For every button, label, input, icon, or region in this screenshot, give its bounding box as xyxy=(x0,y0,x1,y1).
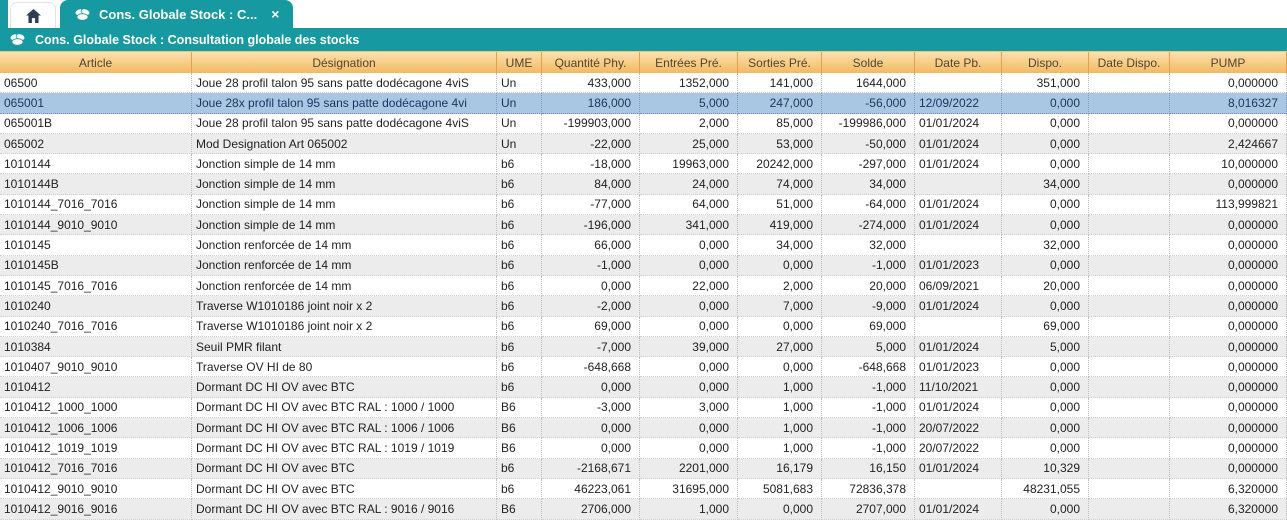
cell-date_pb[interactable] xyxy=(915,317,1002,337)
table-row[interactable] xyxy=(0,296,1287,316)
cell-designation[interactable]: Dormant DC HI OV avec BTC xyxy=(192,377,497,397)
cell-pump[interactable]: 0,000000 xyxy=(1170,114,1287,134)
cell-solde[interactable]: -648,668 xyxy=(822,357,915,377)
cell-entrees_pre[interactable]: 0,000 xyxy=(640,235,738,255)
cell-designation[interactable]: Jonction renforcée de 14 mm xyxy=(192,235,497,255)
cell-solde[interactable]: 1644,000 xyxy=(822,73,915,93)
cell-entrees_pre[interactable]: 22,000 xyxy=(640,276,738,296)
cell-solde[interactable]: -199986,000 xyxy=(822,114,915,134)
cell-quantite_phy[interactable]: 66,000 xyxy=(542,235,640,255)
column-header-designation[interactable]: Désignation xyxy=(192,52,497,73)
cell-sorties_pre[interactable]: 34,000 xyxy=(738,235,822,255)
table-row[interactable] xyxy=(0,174,1287,194)
cell-solde[interactable]: 32,000 xyxy=(822,235,915,255)
cell-entrees_pre[interactable]: 0,000 xyxy=(640,418,738,438)
table-body xyxy=(0,73,1287,520)
cell-sorties_pre[interactable]: 1,000 xyxy=(738,377,822,397)
cell-solde[interactable]: 34,000 xyxy=(822,174,915,194)
cell-dispo[interactable]: 0,000 xyxy=(1002,438,1089,458)
cell-date_pb[interactable]: 11/10/2021 xyxy=(915,377,1002,397)
cell-sorties_pre[interactable]: 27,000 xyxy=(738,337,822,357)
cell-pump[interactable]: 0,000000 xyxy=(1170,174,1287,194)
cell-entrees_pre[interactable]: 0,000 xyxy=(640,296,738,316)
cell-date_dispo[interactable] xyxy=(1089,114,1170,134)
cell-ume[interactable]: b6 xyxy=(497,256,542,276)
cell-article[interactable]: 1010145_7016_7016 xyxy=(0,276,192,296)
cell-dispo[interactable]: 0,000 xyxy=(1002,154,1089,174)
cell-designation[interactable]: Traverse W1010186 joint noir x 2 xyxy=(192,317,497,337)
title-bar xyxy=(0,28,1287,51)
cell-article[interactable]: 1010412_1019_1019 xyxy=(0,438,192,458)
cell-ume[interactable]: B6 xyxy=(497,418,542,438)
cell-pump[interactable]: 10,000000 xyxy=(1170,154,1287,174)
table-row[interactable] xyxy=(0,235,1287,255)
cell-dispo[interactable]: 0,000 xyxy=(1002,195,1089,215)
cell-date_pb[interactable]: 01/01/2024 xyxy=(915,398,1002,418)
cell-dispo[interactable]: 0,000 xyxy=(1002,256,1089,276)
cell-entrees_pre[interactable]: 25,000 xyxy=(640,134,738,154)
cell-designation[interactable]: Joue 28 profil talon 95 sans patte dodécagone 4viS xyxy=(192,73,497,93)
cell-date_dispo[interactable] xyxy=(1089,174,1170,194)
cell-pump[interactable]: 0,000000 xyxy=(1170,377,1287,397)
cell-ume[interactable]: Un xyxy=(497,93,542,113)
cell-article[interactable]: 1010145B xyxy=(0,256,192,276)
cell-pump[interactable]: 0,000000 xyxy=(1170,215,1287,235)
cell-dispo[interactable]: 0,000 xyxy=(1002,357,1089,377)
cell-pump[interactable]: 113,999821 xyxy=(1170,195,1287,215)
cell-entrees_pre[interactable]: 39,000 xyxy=(640,337,738,357)
cell-sorties_pre[interactable]: 51,000 xyxy=(738,195,822,215)
column-header-entrees_pre[interactable]: Entrées Pré. xyxy=(640,52,738,73)
tab-bar xyxy=(0,0,1287,28)
cell-date_pb[interactable]: 01/01/2023 xyxy=(915,357,1002,377)
cell-ume[interactable]: Un xyxy=(497,114,542,134)
stock-icon xyxy=(74,7,91,22)
cell-quantite_phy[interactable]: -22,000 xyxy=(542,134,640,154)
cell-date_pb[interactable] xyxy=(915,479,1002,499)
cell-date_pb[interactable]: 20/07/2022 xyxy=(915,438,1002,458)
cell-date_pb[interactable]: 01/01/2024 xyxy=(915,337,1002,357)
cell-sorties_pre[interactable]: 5081,683 xyxy=(738,479,822,499)
cell-quantite_phy[interactable]: -199903,000 xyxy=(542,114,640,134)
cell-date_pb[interactable]: 01/01/2024 xyxy=(915,459,1002,479)
cell-solde[interactable]: -274,000 xyxy=(822,215,915,235)
cell-date_pb[interactable]: 01/01/2024 xyxy=(915,114,1002,134)
cell-dispo[interactable]: 0,000 xyxy=(1002,499,1089,519)
cell-pump[interactable]: 0,000000 xyxy=(1170,73,1287,93)
cell-sorties_pre[interactable]: 1,000 xyxy=(738,398,822,418)
cell-dispo[interactable]: 20,000 xyxy=(1002,276,1089,296)
cell-date_dispo[interactable] xyxy=(1089,296,1170,316)
column-header-solde[interactable]: Solde xyxy=(822,52,915,73)
table-row[interactable] xyxy=(0,114,1287,134)
cell-date_dispo[interactable] xyxy=(1089,215,1170,235)
cell-pump[interactable]: 0,000000 xyxy=(1170,438,1287,458)
column-header-article[interactable]: Article xyxy=(0,52,192,73)
cell-article[interactable]: 1010145 xyxy=(0,235,192,255)
cell-article[interactable]: 1010412_9016_9016 xyxy=(0,499,192,519)
cell-entrees_pre[interactable]: 0,000 xyxy=(640,317,738,337)
cell-dispo[interactable]: 351,000 xyxy=(1002,73,1089,93)
cell-quantite_phy[interactable]: -196,000 xyxy=(542,215,640,235)
table-row[interactable] xyxy=(0,337,1287,357)
cell-designation[interactable]: Jonction simple de 14 mm xyxy=(192,154,497,174)
cell-quantite_phy[interactable]: 0,000 xyxy=(542,438,640,458)
cell-sorties_pre[interactable]: 0,000 xyxy=(738,499,822,519)
cell-pump[interactable]: 6,320000 xyxy=(1170,479,1287,499)
cell-solde[interactable]: -1,000 xyxy=(822,438,915,458)
cell-article[interactable]: 1010412_1000_1000 xyxy=(0,398,192,418)
cell-date_pb[interactable]: 01/01/2024 xyxy=(915,134,1002,154)
cell-quantite_phy[interactable]: 0,000 xyxy=(542,377,640,397)
cell-ume[interactable]: b6 xyxy=(497,215,542,235)
cell-designation[interactable]: Jonction simple de 14 mm xyxy=(192,215,497,235)
table-row[interactable] xyxy=(0,398,1287,418)
cell-date_dispo[interactable] xyxy=(1089,418,1170,438)
cell-designation[interactable]: Jonction renforcée de 14 mm xyxy=(192,256,497,276)
window-edge xyxy=(0,0,8,28)
cell-ume[interactable]: b6 xyxy=(497,479,542,499)
cell-designation[interactable]: Dormant DC HI OV avec BTC RAL : 1000 / 1000 xyxy=(192,398,497,418)
cell-article[interactable]: 1010412 xyxy=(0,377,192,397)
cell-ume[interactable]: B6 xyxy=(497,499,542,519)
cell-date_dispo[interactable] xyxy=(1089,134,1170,154)
cell-ume[interactable]: b6 xyxy=(497,195,542,215)
table-row[interactable] xyxy=(0,438,1287,458)
cell-date_pb[interactable]: 01/01/2024 xyxy=(915,296,1002,316)
column-header-dispo[interactable]: Dispo. xyxy=(1002,52,1089,73)
cell-ume[interactable]: Un xyxy=(497,134,542,154)
cell-date_dispo[interactable] xyxy=(1089,73,1170,93)
table-row[interactable] xyxy=(0,479,1287,499)
cell-article[interactable]: 1010144B xyxy=(0,174,192,194)
cell-date_dispo[interactable] xyxy=(1089,479,1170,499)
cell-designation[interactable]: Dormant DC HI OV avec BTC xyxy=(192,459,497,479)
cell-dispo[interactable]: 0,000 xyxy=(1002,114,1089,134)
column-header-date_pb[interactable]: Date Pb. xyxy=(915,52,1002,73)
cell-solde[interactable]: -1,000 xyxy=(822,418,915,438)
cell-dispo[interactable]: 0,000 xyxy=(1002,377,1089,397)
cell-solde[interactable]: -50,000 xyxy=(822,134,915,154)
table-row-selected[interactable] xyxy=(0,93,1287,113)
stock-table xyxy=(0,51,1287,520)
cell-sorties_pre[interactable]: 53,000 xyxy=(738,134,822,154)
cell-ume[interactable]: B6 xyxy=(497,438,542,458)
cell-quantite_phy[interactable]: 0,000 xyxy=(542,418,640,438)
table-row[interactable] xyxy=(0,317,1287,337)
column-header-date_dispo[interactable]: Date Dispo. xyxy=(1089,52,1170,73)
cell-date_dispo[interactable] xyxy=(1089,357,1170,377)
cell-sorties_pre[interactable]: 20242,000 xyxy=(738,154,822,174)
cell-ume[interactable]: b6 xyxy=(497,154,542,174)
table-row[interactable] xyxy=(0,73,1287,93)
cell-solde[interactable]: -1,000 xyxy=(822,256,915,276)
cell-designation[interactable]: Traverse OV HI de 80 xyxy=(192,357,497,377)
cell-sorties_pre[interactable]: 0,000 xyxy=(738,357,822,377)
cell-ume[interactable]: b6 xyxy=(497,235,542,255)
cell-ume[interactable]: b6 xyxy=(497,317,542,337)
cell-dispo[interactable]: 0,000 xyxy=(1002,215,1089,235)
cell-entrees_pre[interactable]: 0,000 xyxy=(640,256,738,276)
table-row[interactable] xyxy=(0,215,1287,235)
tab-title: Cons. Globale Stock : C... xyxy=(99,6,258,22)
cell-designation[interactable]: Jonction simple de 14 mm xyxy=(192,195,497,215)
cell-dispo[interactable]: 34,000 xyxy=(1002,174,1089,194)
cell-date_pb[interactable]: 12/09/2022 xyxy=(915,93,1002,113)
cell-pump[interactable]: 0,000000 xyxy=(1170,317,1287,337)
cell-pump[interactable]: 2,424667 xyxy=(1170,134,1287,154)
cell-entrees_pre[interactable]: 5,000 xyxy=(640,93,738,113)
cell-quantite_phy[interactable]: -1,000 xyxy=(542,256,640,276)
tab-active[interactable] xyxy=(60,0,293,28)
cell-article[interactable]: 1010240 xyxy=(0,296,192,316)
cell-quantite_phy[interactable]: 84,000 xyxy=(542,174,640,194)
cell-designation[interactable]: Traverse W1010186 joint noir x 2 xyxy=(192,296,497,316)
table-row[interactable] xyxy=(0,377,1287,397)
cell-date_dispo[interactable] xyxy=(1089,377,1170,397)
cell-ume[interactable]: b6 xyxy=(497,357,542,377)
cell-quantite_phy[interactable]: 0,000 xyxy=(542,276,640,296)
table-row[interactable] xyxy=(0,256,1287,276)
cell-date_dispo[interactable] xyxy=(1089,438,1170,458)
cell-quantite_phy[interactable]: 69,000 xyxy=(542,317,640,337)
cell-solde[interactable]: 69,000 xyxy=(822,317,915,337)
cell-entrees_pre[interactable]: 3,000 xyxy=(640,398,738,418)
table-row[interactable] xyxy=(0,357,1287,377)
cell-designation[interactable]: Jonction simple de 14 mm xyxy=(192,174,497,194)
tab-home[interactable] xyxy=(10,2,56,28)
cell-solde[interactable]: -9,000 xyxy=(822,296,915,316)
cell-date_dispo[interactable] xyxy=(1089,398,1170,418)
cell-designation[interactable]: Seuil PMR filant xyxy=(192,337,497,357)
cell-article[interactable]: 06500 xyxy=(0,73,192,93)
cell-date_dispo[interactable] xyxy=(1089,256,1170,276)
cell-date_pb[interactable]: 01/01/2023 xyxy=(915,256,1002,276)
cell-date_pb[interactable] xyxy=(915,174,1002,194)
cell-solde[interactable]: -64,000 xyxy=(822,195,915,215)
cell-dispo[interactable]: 0,000 xyxy=(1002,93,1089,113)
cell-pump[interactable]: 0,000000 xyxy=(1170,337,1287,357)
cell-solde[interactable]: -297,000 xyxy=(822,154,915,174)
cell-solde[interactable]: -1,000 xyxy=(822,398,915,418)
stock-icon xyxy=(9,32,26,47)
cell-quantite_phy[interactable]: -648,668 xyxy=(542,357,640,377)
cell-article[interactable]: 1010144_7016_7016 xyxy=(0,195,192,215)
cell-sorties_pre[interactable]: 419,000 xyxy=(738,215,822,235)
cell-pump[interactable]: 0,000000 xyxy=(1170,398,1287,418)
cell-date_pb[interactable]: 01/01/2024 xyxy=(915,499,1002,519)
cell-sorties_pre[interactable]: 16,179 xyxy=(738,459,822,479)
cell-ume[interactable]: b6 xyxy=(497,174,542,194)
cell-designation[interactable]: Joue 28 profil talon 95 sans patte dodécagone 4viS xyxy=(192,114,497,134)
table-row[interactable] xyxy=(0,499,1287,519)
cell-pump[interactable]: 6,320000 xyxy=(1170,499,1287,519)
cell-sorties_pre[interactable]: 141,000 xyxy=(738,73,822,93)
column-header-sorties_pre[interactable]: Sorties Pré. xyxy=(738,52,822,73)
cell-solde[interactable]: -1,000 xyxy=(822,377,915,397)
cell-article[interactable]: 1010144 xyxy=(0,154,192,174)
close-icon[interactable]: × xyxy=(271,6,280,22)
page-title: Cons. Globale Stock : Consultation globale des stocks xyxy=(35,32,360,47)
cell-designation[interactable]: Joue 28x profil talon 95 sans patte dodécagone 4vi xyxy=(192,93,497,113)
cell-designation[interactable]: Jonction renforcée de 14 mm xyxy=(192,276,497,296)
cell-solde[interactable]: -56,000 xyxy=(822,93,915,113)
cell-quantite_phy[interactable]: -2,000 xyxy=(542,296,640,316)
cell-date_dispo[interactable] xyxy=(1089,235,1170,255)
cell-entrees_pre[interactable]: 31695,000 xyxy=(640,479,738,499)
table-header-row xyxy=(0,51,1287,73)
cell-article[interactable]: 065002 xyxy=(0,134,192,154)
cell-ume[interactable]: b6 xyxy=(497,337,542,357)
cell-date_pb[interactable]: 20/07/2022 xyxy=(915,418,1002,438)
table-row[interactable] xyxy=(0,459,1287,479)
cell-quantite_phy[interactable]: 186,000 xyxy=(542,93,640,113)
cell-quantite_phy[interactable]: -7,000 xyxy=(542,337,640,357)
cell-date_dispo[interactable] xyxy=(1089,276,1170,296)
cell-ume[interactable]: b6 xyxy=(497,276,542,296)
cell-article[interactable]: 1010384 xyxy=(0,337,192,357)
cell-sorties_pre[interactable]: 0,000 xyxy=(738,256,822,276)
cell-date_pb[interactable]: 06/09/2021 xyxy=(915,276,1002,296)
table-row[interactable] xyxy=(0,276,1287,296)
cell-date_pb[interactable]: 01/01/2024 xyxy=(915,195,1002,215)
cell-ume[interactable]: b6 xyxy=(497,459,542,479)
cell-quantite_phy[interactable]: 433,000 xyxy=(542,73,640,93)
cell-solde[interactable]: 16,150 xyxy=(822,459,915,479)
cell-pump[interactable]: 0,000000 xyxy=(1170,276,1287,296)
cell-ume[interactable]: b6 xyxy=(497,296,542,316)
cell-pump[interactable]: 0,000000 xyxy=(1170,418,1287,438)
cell-date_dispo[interactable] xyxy=(1089,499,1170,519)
cell-designation[interactable]: Dormant DC HI OV avec BTC RAL : 1019 / 1019 xyxy=(192,438,497,458)
cell-date_dispo[interactable] xyxy=(1089,195,1170,215)
cell-pump[interactable]: 0,000000 xyxy=(1170,459,1287,479)
cell-designation[interactable]: Mod Designation Art 065002 xyxy=(192,134,497,154)
cell-pump[interactable]: 0,000000 xyxy=(1170,296,1287,316)
cell-article[interactable]: 1010144_9010_9010 xyxy=(0,215,192,235)
cell-entrees_pre[interactable]: 0,000 xyxy=(640,357,738,377)
cell-article[interactable]: 065001 xyxy=(0,93,192,113)
cell-pump[interactable]: 0,000000 xyxy=(1170,235,1287,255)
cell-sorties_pre[interactable]: 74,000 xyxy=(738,174,822,194)
cell-date_dispo[interactable] xyxy=(1089,317,1170,337)
cell-article[interactable]: 1010412_9010_9010 xyxy=(0,479,192,499)
cell-dispo[interactable]: 48231,055 xyxy=(1002,479,1089,499)
cell-entrees_pre[interactable]: 1,000 xyxy=(640,499,738,519)
cell-entrees_pre[interactable]: 64,000 xyxy=(640,195,738,215)
cell-article[interactable]: 1010412_1006_1006 xyxy=(0,418,192,438)
cell-dispo[interactable]: 69,000 xyxy=(1002,317,1089,337)
cell-pump[interactable]: 8,016327 xyxy=(1170,93,1287,113)
cell-dispo[interactable]: 32,000 xyxy=(1002,235,1089,255)
cell-dispo[interactable]: 5,000 xyxy=(1002,337,1089,357)
cell-quantite_phy[interactable]: 2706,000 xyxy=(542,499,640,519)
cell-sorties_pre[interactable]: 247,000 xyxy=(738,93,822,113)
cell-designation[interactable]: Dormant DC HI OV avec BTC RAL : 9016 / 9016 xyxy=(192,499,497,519)
cell-date_pb[interactable]: 01/01/2024 xyxy=(915,215,1002,235)
cell-date_dispo[interactable] xyxy=(1089,459,1170,479)
cell-dispo[interactable]: 0,000 xyxy=(1002,398,1089,418)
cell-entrees_pre[interactable]: 19963,000 xyxy=(640,154,738,174)
cell-solde[interactable]: 2707,000 xyxy=(822,499,915,519)
cell-article[interactable]: 1010240_7016_7016 xyxy=(0,317,192,337)
cell-date_dispo[interactable] xyxy=(1089,154,1170,174)
table-row[interactable] xyxy=(0,154,1287,174)
cell-article[interactable]: 1010407_9010_9010 xyxy=(0,357,192,377)
cell-sorties_pre[interactable]: 2,000 xyxy=(738,276,822,296)
cell-dispo[interactable]: 0,000 xyxy=(1002,134,1089,154)
cell-entrees_pre[interactable]: 0,000 xyxy=(640,377,738,397)
table-row[interactable] xyxy=(0,134,1287,154)
cell-solde[interactable]: 72836,378 xyxy=(822,479,915,499)
cell-pump[interactable]: 0,000000 xyxy=(1170,357,1287,377)
cell-entrees_pre[interactable]: 24,000 xyxy=(640,174,738,194)
cell-pump[interactable]: 0,000000 xyxy=(1170,256,1287,276)
cell-sorties_pre[interactable]: 1,000 xyxy=(738,438,822,458)
cell-designation[interactable]: Dormant DC HI OV avec BTC xyxy=(192,479,497,499)
cell-quantite_phy[interactable]: -18,000 xyxy=(542,154,640,174)
home-icon xyxy=(26,9,41,23)
cell-quantite_phy[interactable]: -2168,671 xyxy=(542,459,640,479)
cell-article[interactable]: 065001B xyxy=(0,114,192,134)
cell-sorties_pre[interactable]: 7,000 xyxy=(738,296,822,316)
cell-quantite_phy[interactable]: -3,000 xyxy=(542,398,640,418)
cell-designation[interactable]: Dormant DC HI OV avec BTC RAL : 1006 / 1006 xyxy=(192,418,497,438)
cell-ume[interactable]: Un xyxy=(497,73,542,93)
cell-date_dispo[interactable] xyxy=(1089,337,1170,357)
cell-article[interactable]: 1010412_7016_7016 xyxy=(0,459,192,479)
cell-date_pb[interactable]: 01/01/2024 xyxy=(915,154,1002,174)
cell-dispo[interactable]: 10,329 xyxy=(1002,459,1089,479)
column-header-pump[interactable]: PUMP xyxy=(1170,52,1287,73)
cell-dispo[interactable]: 0,000 xyxy=(1002,418,1089,438)
column-header-ume[interactable]: UME xyxy=(497,52,542,73)
table-row[interactable] xyxy=(0,418,1287,438)
cell-quantite_phy[interactable]: -77,000 xyxy=(542,195,640,215)
cell-entrees_pre[interactable]: 341,000 xyxy=(640,215,738,235)
cell-entrees_pre[interactable]: 2,000 xyxy=(640,114,738,134)
cell-solde[interactable]: 5,000 xyxy=(822,337,915,357)
cell-sorties_pre[interactable]: 85,000 xyxy=(738,114,822,134)
cell-solde[interactable]: 20,000 xyxy=(822,276,915,296)
cell-quantite_phy[interactable]: 46223,061 xyxy=(542,479,640,499)
cell-sorties_pre[interactable]: 1,000 xyxy=(738,418,822,438)
table-row[interactable] xyxy=(0,195,1287,215)
cell-entrees_pre[interactable]: 2201,000 xyxy=(640,459,738,479)
cell-entrees_pre[interactable]: 1352,000 xyxy=(640,73,738,93)
cell-date_dispo[interactable] xyxy=(1089,93,1170,113)
cell-entrees_pre[interactable]: 0,000 xyxy=(640,438,738,458)
cell-dispo[interactable]: 0,000 xyxy=(1002,296,1089,316)
cell-ume[interactable]: b6 xyxy=(497,377,542,397)
cell-sorties_pre[interactable]: 0,000 xyxy=(738,317,822,337)
cell-date_pb[interactable] xyxy=(915,235,1002,255)
column-header-quantite_phy[interactable]: Quantité Phy. xyxy=(542,52,640,73)
cell-date_pb[interactable] xyxy=(915,73,1002,93)
cell-ume[interactable]: B6 xyxy=(497,398,542,418)
